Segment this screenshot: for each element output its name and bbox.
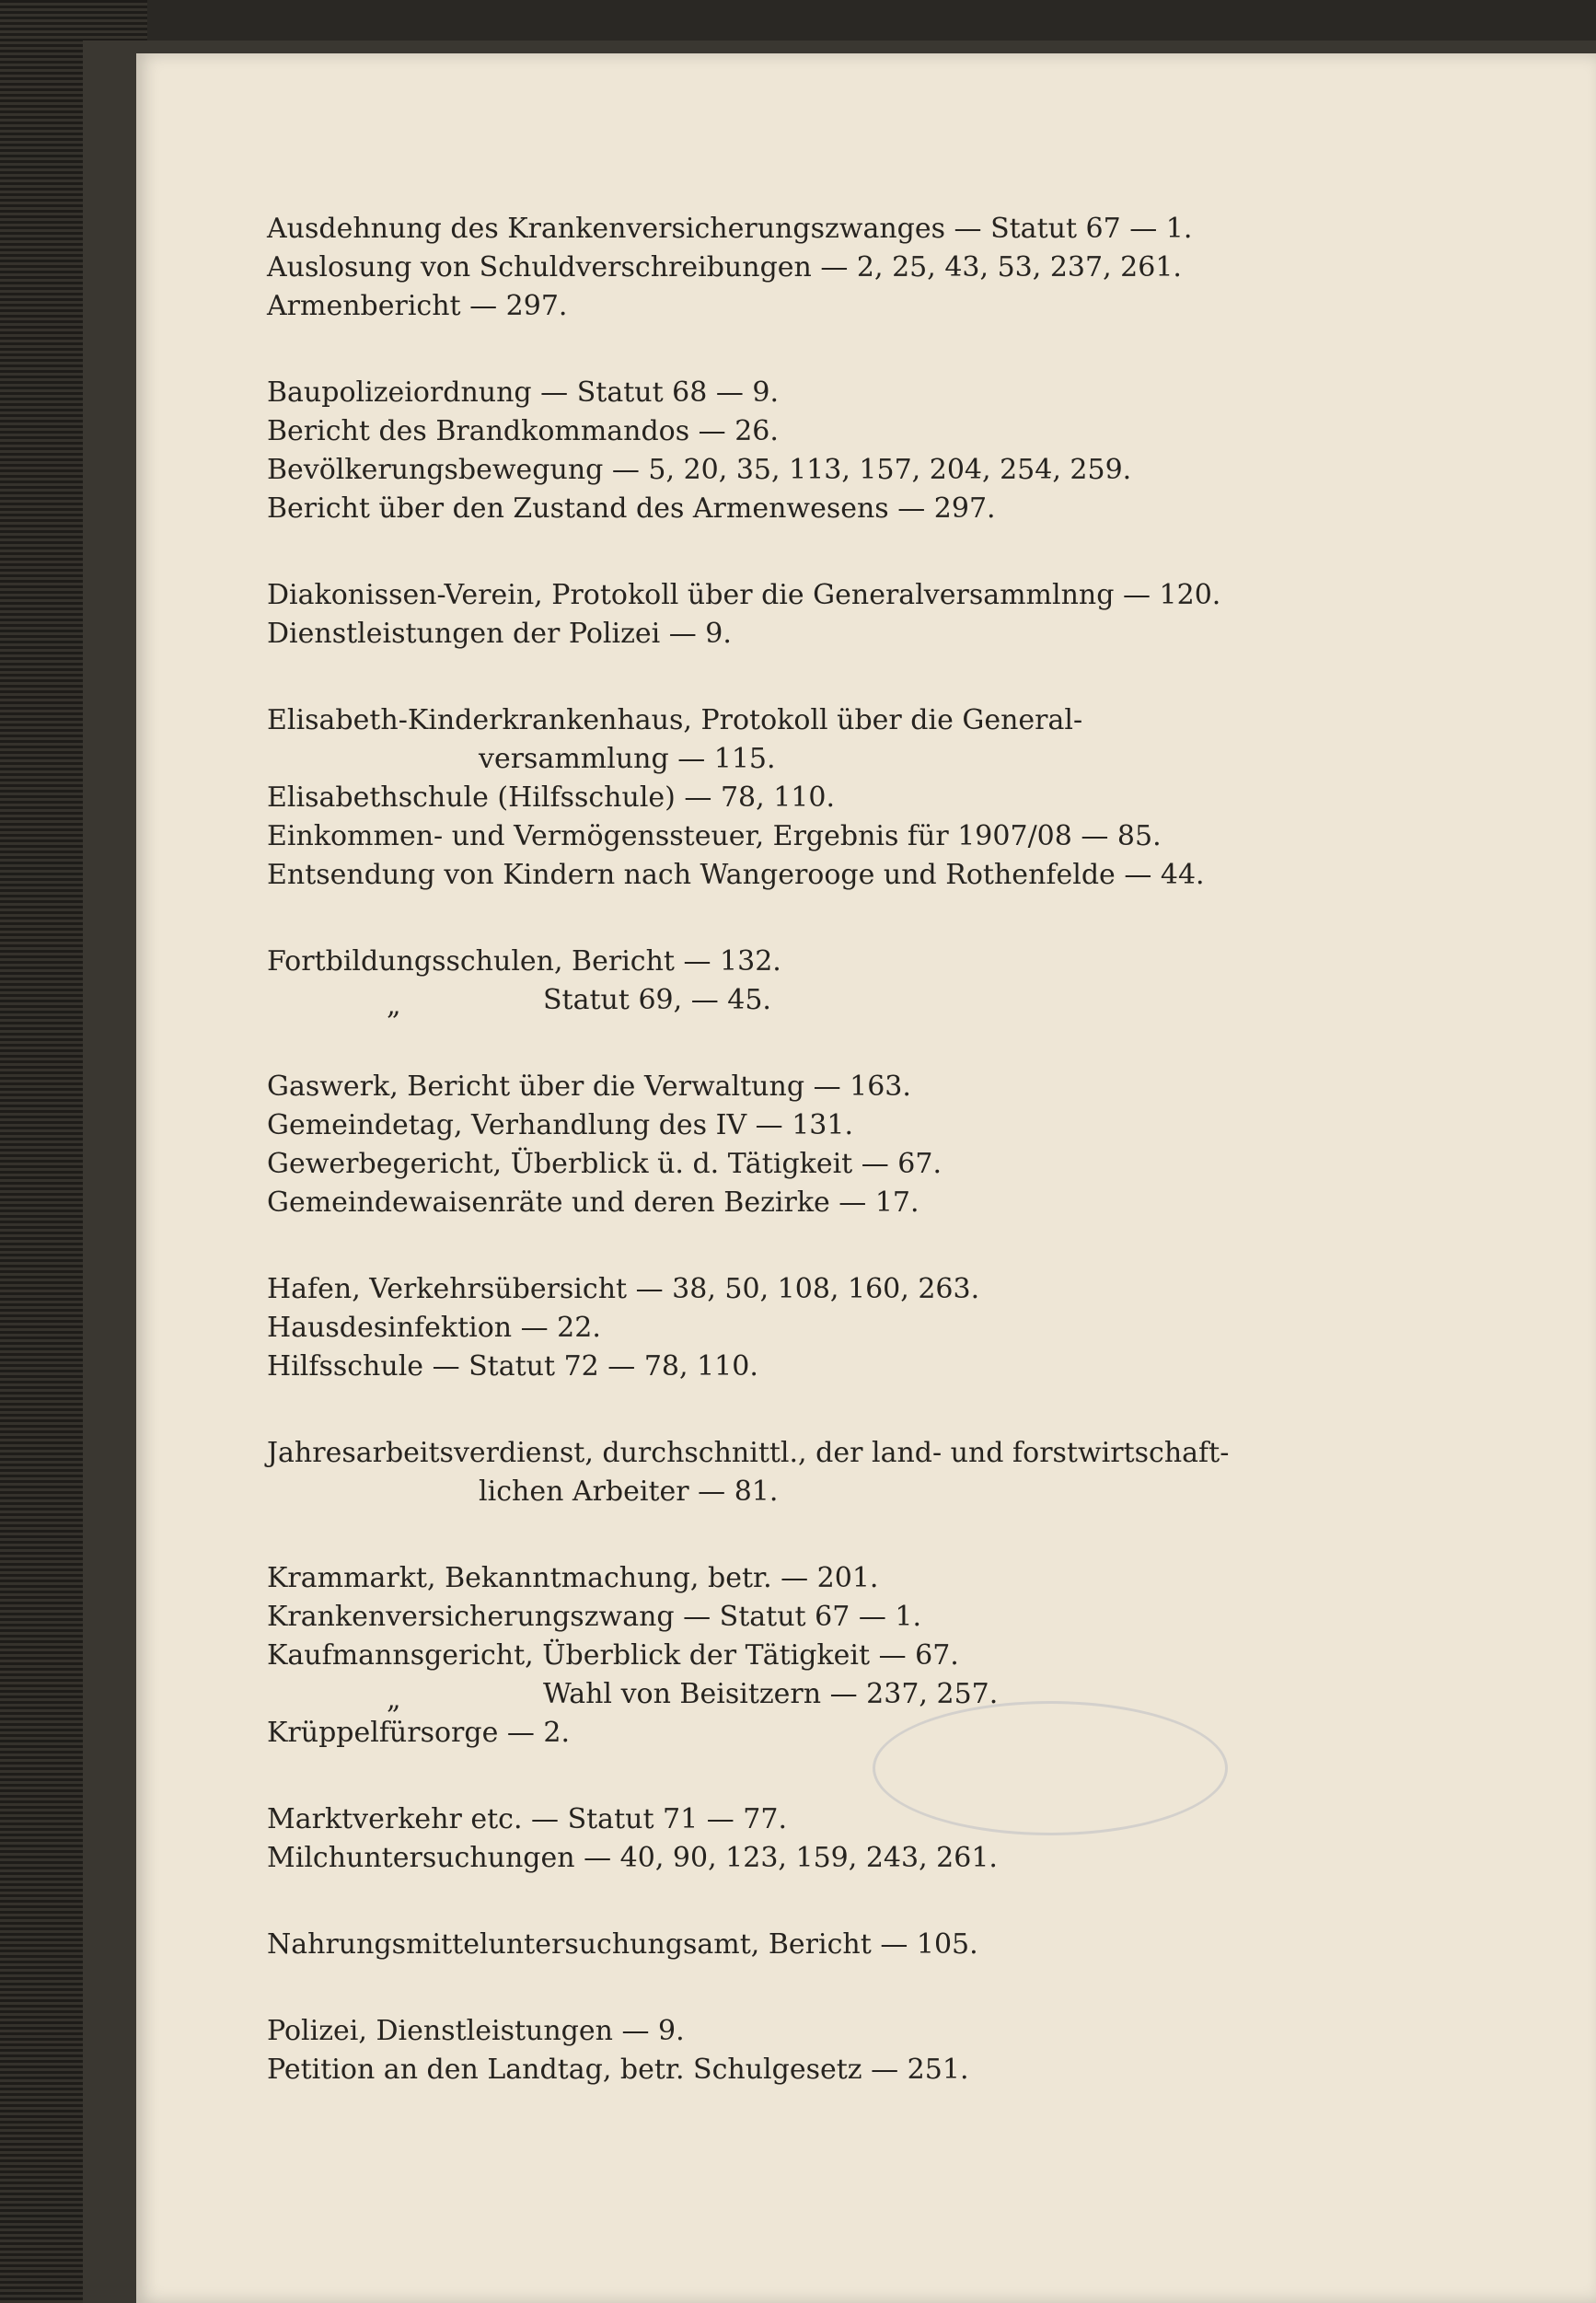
index-entry: Krankenversicherungszwang — Statut 67 — 1. (267, 1601, 922, 1633)
index-entry: Elisabeth-Kinderkrankenhaus, Protokoll über die General- (267, 704, 1083, 736)
index-entry: Milchuntersuchungen — 40, 90, 123, 159, 243, 261. (267, 1842, 998, 1874)
index-entry: Armenbericht — 297. (267, 290, 568, 322)
section-gap (267, 528, 1417, 576)
index-entry-text: Statut 69, — 45. (543, 984, 771, 1016)
index-entry: Hafen, Verkehrsübersicht — 38, 50, 108, 160, 263. (267, 1273, 980, 1305)
index-entry: Elisabethschule (Hilfsschule) — 78, 110. (267, 781, 835, 814)
ditto-mark: „ (387, 1684, 401, 1716)
index-entry: Kaufmannsgericht, Überblick der Tätigkeit — 67. (267, 1639, 959, 1672)
index-entry: Entsendung von Kindern nach Wangerooge und Rothenfelde — 44. (267, 859, 1205, 891)
index-entry: Gemeindewaisenräte und deren Bezirke — 17. (267, 1186, 919, 1219)
ditto-mark: „ (387, 989, 401, 1022)
index-entry: Gemeindetag, Verhandlung des IV — 131. (267, 1109, 854, 1141)
section-gap (267, 1878, 1417, 1926)
index-entry: Diakonissen-Verein, Protokoll über die Generalversammlnng — 120. (267, 579, 1221, 611)
index-entry: Marktverkehr etc. — Statut 71 — 77. (267, 1803, 787, 1835)
section-gap (267, 1222, 1417, 1270)
index-entry: Hilfsschule — Statut 72 — 78, 110. (267, 1350, 758, 1383)
section-gap (267, 1020, 1417, 1068)
index-entry: Fortbildungsschulen, Bericht — 132. (267, 945, 781, 978)
section-gap (267, 1753, 1417, 1800)
index-entry: Auslosung von Schuldverschreibungen — 2, 25, 43, 53, 237, 261. (267, 251, 1182, 284)
index-entry: Gewerbegericht, Überblick ü. d. Tätigkeit — 67. (267, 1148, 943, 1180)
index-entry (267, 1675, 1417, 1714)
index-entry: Bevölkerungsbewegung — 5, 20, 35, 113, 157, 204, 254, 259. (267, 454, 1132, 486)
index-entry: Nahrungsmitteluntersuchungsamt, Bericht — 105. (267, 1928, 978, 1961)
index-entry: Bericht des Brandkommandos — 26. (267, 415, 779, 447)
index-entries (267, 210, 1417, 2089)
index-entry-text: Wahl von Beisitzern — 237, 257. (543, 1678, 999, 1710)
index-entry: Krammarkt, Bekanntmachung, betr. — 201. (267, 1562, 879, 1594)
section-gap (267, 1511, 1417, 1559)
index-entry-continuation: lichen Arbeiter — 81. (479, 1476, 779, 1508)
index-entry: Gaswerk, Bericht über die Verwaltung — 163. (267, 1070, 911, 1103)
index-entry: Krüppelfürsorge — 2. (267, 1717, 571, 1749)
index-entry: Baupolizeiordnung — Statut 68 — 9. (267, 376, 780, 409)
index-entry (267, 981, 1417, 1020)
section-gap (267, 654, 1417, 701)
index-entry: Ausdehnung des Krankenversicherungszwanges — Statut 67 — 1. (267, 213, 1193, 245)
section-gap (267, 895, 1417, 943)
index-entry: Jahresarbeitsverdienst, durchschnittl., der land- und forstwirtschaft- (267, 1437, 1230, 1469)
index-entry-continuation: versammlung — 115. (479, 743, 776, 775)
index-entry: Dienstleistungen der Polizei — 9. (267, 618, 732, 650)
index-entry: Petition an den Landtag, betr. Schulgesetz — 251. (267, 2054, 969, 2086)
index-entry: Polizei, Dienstleistungen — 9. (267, 2015, 685, 2047)
index-entry: Einkommen- und Vermögenssteuer, Ergebnis für 1907/08 — 85. (267, 820, 1162, 852)
index-entry: Bericht über den Zustand des Armenwesens — 297. (267, 492, 996, 525)
section-gap (267, 326, 1417, 374)
section-gap (267, 1386, 1417, 1434)
section-gap (267, 1964, 1417, 2012)
index-entry: Hausdesinfektion — 22. (267, 1312, 601, 1344)
